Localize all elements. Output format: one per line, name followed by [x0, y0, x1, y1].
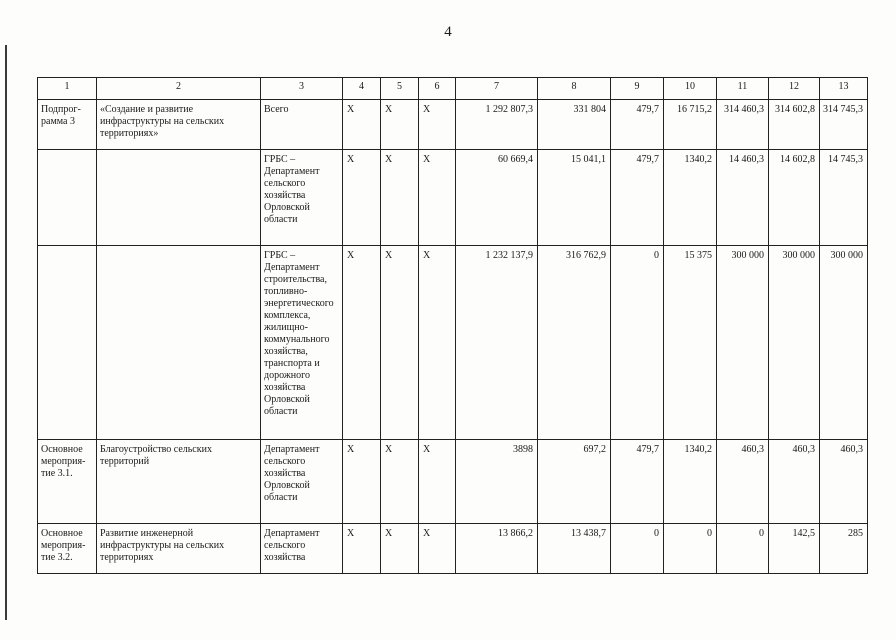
cell-col-1	[38, 246, 97, 440]
cell-col-8: 331 804	[538, 100, 611, 150]
cell-col-2: Развитие инженерной инфраструктуры на сельских территориях	[97, 524, 261, 574]
cell-col-2	[97, 246, 261, 440]
cell-col-5: X	[381, 440, 419, 524]
cell-col-11: 300 000	[717, 246, 769, 440]
cell-col-6: X	[419, 100, 456, 150]
cell-col-12: 314 602,8	[769, 100, 820, 150]
cell-col-10: 16 715,2	[664, 100, 717, 150]
cell-col-12: 14 602,8	[769, 150, 820, 246]
table-row	[38, 100, 868, 150]
cell-col-11: 0	[717, 524, 769, 574]
cell-col-9: 0	[611, 246, 664, 440]
column-header-1: 1	[38, 78, 97, 100]
column-header-2: 2	[97, 78, 261, 100]
cell-col-7: 60 669,4	[456, 150, 538, 246]
cell-col-9: 479,7	[611, 100, 664, 150]
column-header-4: 4	[343, 78, 381, 100]
table-row	[38, 246, 868, 440]
cell-col-4: X	[343, 246, 381, 440]
cell-col-8: 13 438,7	[538, 524, 611, 574]
cell-col-3: Департамент сельского хозяйства Орловской области	[261, 440, 343, 524]
cell-col-10: 15 375	[664, 246, 717, 440]
cell-col-7: 3898	[456, 440, 538, 524]
column-header-6: 6	[419, 78, 456, 100]
column-header-3: 3	[261, 78, 343, 100]
cell-col-5: X	[381, 150, 419, 246]
cell-col-4: X	[343, 150, 381, 246]
budget-table	[37, 77, 868, 574]
binding-margin-line	[5, 45, 7, 620]
cell-col-8: 15 041,1	[538, 150, 611, 246]
cell-col-7: 13 866,2	[456, 524, 538, 574]
cell-col-1: Подпрог- рамма 3	[38, 100, 97, 150]
cell-col-1	[38, 150, 97, 246]
column-header-10: 10	[664, 78, 717, 100]
column-header-11: 11	[717, 78, 769, 100]
cell-col-4: X	[343, 524, 381, 574]
cell-col-8: 697,2	[538, 440, 611, 524]
page-number: 4	[444, 24, 452, 40]
cell-col-12: 142,5	[769, 524, 820, 574]
cell-col-9: 479,7	[611, 440, 664, 524]
column-header-8: 8	[538, 78, 611, 100]
table-row	[38, 440, 868, 524]
cell-col-13: 300 000	[820, 246, 868, 440]
cell-col-1: Основное мероприя- тие 3.1.	[38, 440, 97, 524]
cell-col-4: X	[343, 100, 381, 150]
cell-col-2	[97, 150, 261, 246]
column-header-5: 5	[381, 78, 419, 100]
cell-col-3: Департамент сельского хозяйства	[261, 524, 343, 574]
cell-col-2: «Создание и развитие инфраструктуры на сельских территориях»	[97, 100, 261, 150]
column-header-13: 13	[820, 78, 868, 100]
cell-col-6: X	[419, 246, 456, 440]
cell-col-11: 460,3	[717, 440, 769, 524]
cell-col-3: ГРБС – Департамент сельского хозяйства Орловской области	[261, 150, 343, 246]
cell-col-6: X	[419, 150, 456, 246]
table-row	[38, 524, 868, 574]
column-header-7: 7	[456, 78, 538, 100]
cell-col-3: ГРБС – Департамент строительства, топливно- энергетического комплекса, жилищно- коммунального хозяйства, транспорта и дорожного хозяйства Орловской области	[261, 246, 343, 440]
cell-col-11: 314 460,3	[717, 100, 769, 150]
cell-col-5: X	[381, 100, 419, 150]
cell-col-13: 460,3	[820, 440, 868, 524]
cell-col-7: 1 292 807,3	[456, 100, 538, 150]
cell-col-1: Основное мероприя- тие 3.2.	[38, 524, 97, 574]
table-row	[38, 150, 868, 246]
cell-col-2: Благоустройство сельских территорий	[97, 440, 261, 524]
cell-col-9: 0	[611, 524, 664, 574]
cell-col-10: 1340,2	[664, 150, 717, 246]
column-header-9: 9	[611, 78, 664, 100]
cell-col-13: 314 745,3	[820, 100, 868, 150]
cell-col-6: X	[419, 524, 456, 574]
header-row	[38, 78, 868, 100]
cell-col-12: 300 000	[769, 246, 820, 440]
cell-col-5: X	[381, 524, 419, 574]
cell-col-10: 0	[664, 524, 717, 574]
cell-col-3: Всего	[261, 100, 343, 150]
cell-col-9: 479,7	[611, 150, 664, 246]
cell-col-10: 1340,2	[664, 440, 717, 524]
cell-col-5: X	[381, 246, 419, 440]
cell-col-6: X	[419, 440, 456, 524]
cell-col-4: X	[343, 440, 381, 524]
cell-col-13: 14 745,3	[820, 150, 868, 246]
cell-col-8: 316 762,9	[538, 246, 611, 440]
cell-col-7: 1 232 137,9	[456, 246, 538, 440]
cell-col-12: 460,3	[769, 440, 820, 524]
cell-col-11: 14 460,3	[717, 150, 769, 246]
column-header-12: 12	[769, 78, 820, 100]
cell-col-13: 285	[820, 524, 868, 574]
